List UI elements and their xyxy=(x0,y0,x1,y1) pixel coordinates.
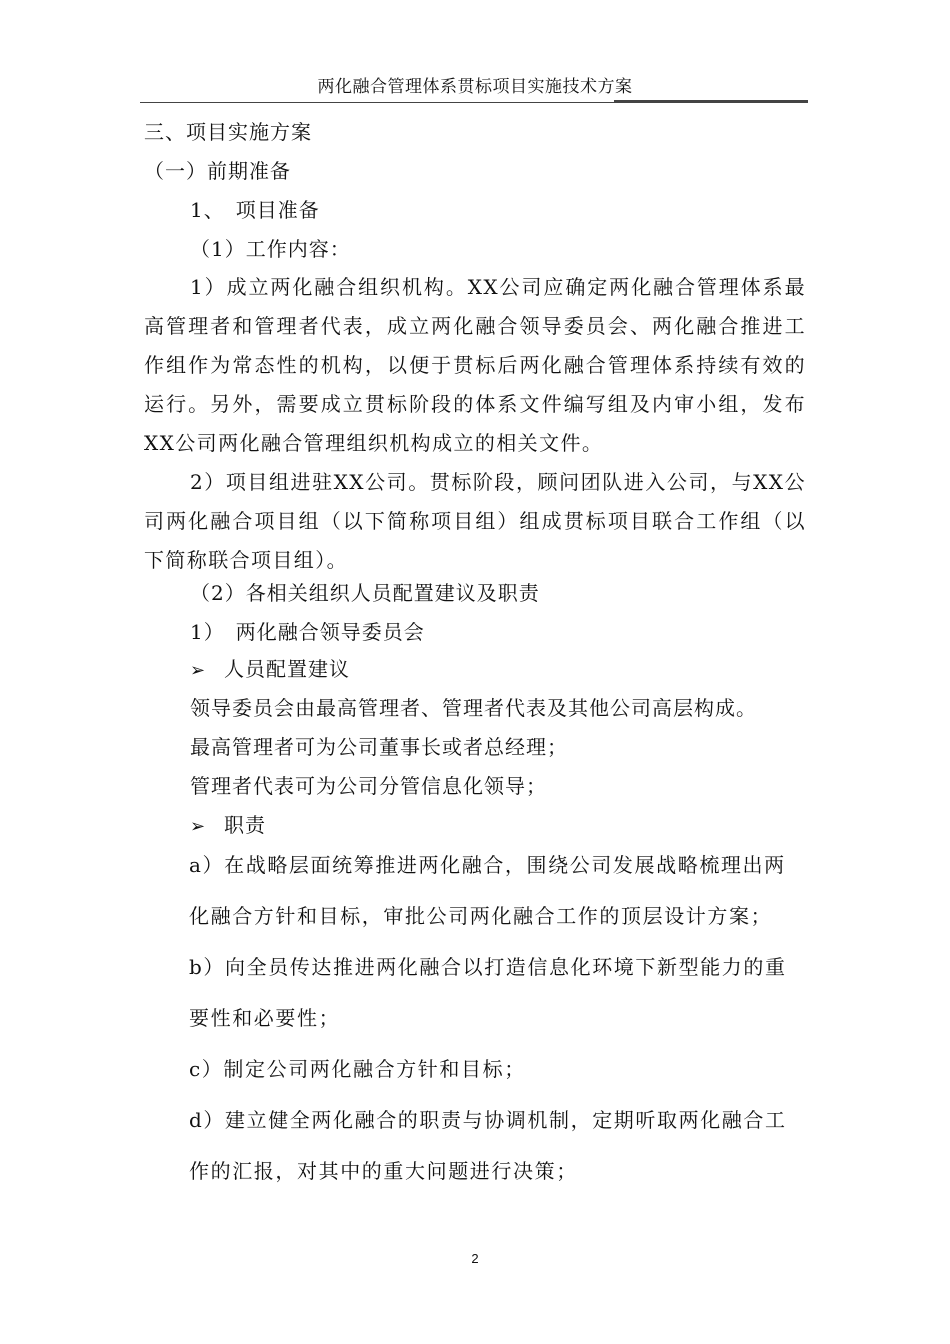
work-content-heading: （1）工作内容： xyxy=(190,237,351,261)
item-heading-project-prep: 1、 项目准备 xyxy=(190,198,320,222)
page-number: 2 xyxy=(471,1251,479,1266)
bullet-staffing-suggestion xyxy=(190,656,350,684)
bullet-staffing-text: 人员配置建议 xyxy=(224,657,350,681)
arrow-bullet-icon: ➢ xyxy=(190,660,207,681)
duty-a: a）在战略层面统筹推进两化融合，围绕公司发展战略梳理出两化融合方针和目标，审批公司两化融合工作的顶层设计方案； xyxy=(189,853,786,928)
section-heading-3: 三、项目实施方案 xyxy=(144,120,312,144)
page-header-title: 两化融合管理体系贯标项目实施技术方案 xyxy=(317,77,633,97)
duty-d: d）建立健全两化融合的职责与协调机制，定期听取两化融合工作的汇报，对其中的重大问题进行决策； xyxy=(189,1108,787,1183)
leadership-committee-heading: 1） 两化融合领导委员会 xyxy=(190,620,425,644)
staffing-line-3: 管理者代表可为公司分管信息化领导； xyxy=(190,774,547,798)
paragraph-project-team-text: 2）项目组进驻XX公司。贯标阶段，顾问团队进入公司，与XX公司两化融合项目组（以下简称项目组）组成贯标项目联合工作组（以下简称联合项目组）。 xyxy=(144,470,806,572)
bullet-duties xyxy=(190,812,266,840)
arrow-bullet-icon: ➢ xyxy=(190,816,207,837)
paragraph-establish-org-text: 1）成立两化融合组织机构。XX公司应确定两化融合管理体系最高管理者和管理者代表，成立两化融合领导委员会、两化融合推进工作组作为常态性的机构，以便于贯标后两化融合管理体系持续有效的运行。另外，需要成立贯标阶段的体系文件编写组及内审小组，发布XX公司两化融合管理组织机构成立的相关文件。 xyxy=(144,275,806,455)
paragraph-establish-org xyxy=(144,268,806,463)
duty-c: c）制定公司两化融合方针和目标； xyxy=(189,1057,526,1081)
header-rule-thick xyxy=(614,100,808,103)
paragraph-project-team xyxy=(144,463,806,580)
subsection-heading-1: （一）前期准备 xyxy=(144,159,291,183)
staffing-line-1: 领导委员会由最高管理者、管理者代表及其他公司高层构成。 xyxy=(190,696,757,720)
duty-b: b）向全员传达推进两化融合以打造信息化环境下新型能力的重要性和必要性； xyxy=(189,955,787,1030)
staffing-line-2: 最高管理者可为公司董事长或者总经理； xyxy=(190,735,568,759)
bullet-duties-text: 职责 xyxy=(224,813,266,837)
staffing-heading: （2）各相关组织人员配置建议及职责 xyxy=(190,581,540,605)
